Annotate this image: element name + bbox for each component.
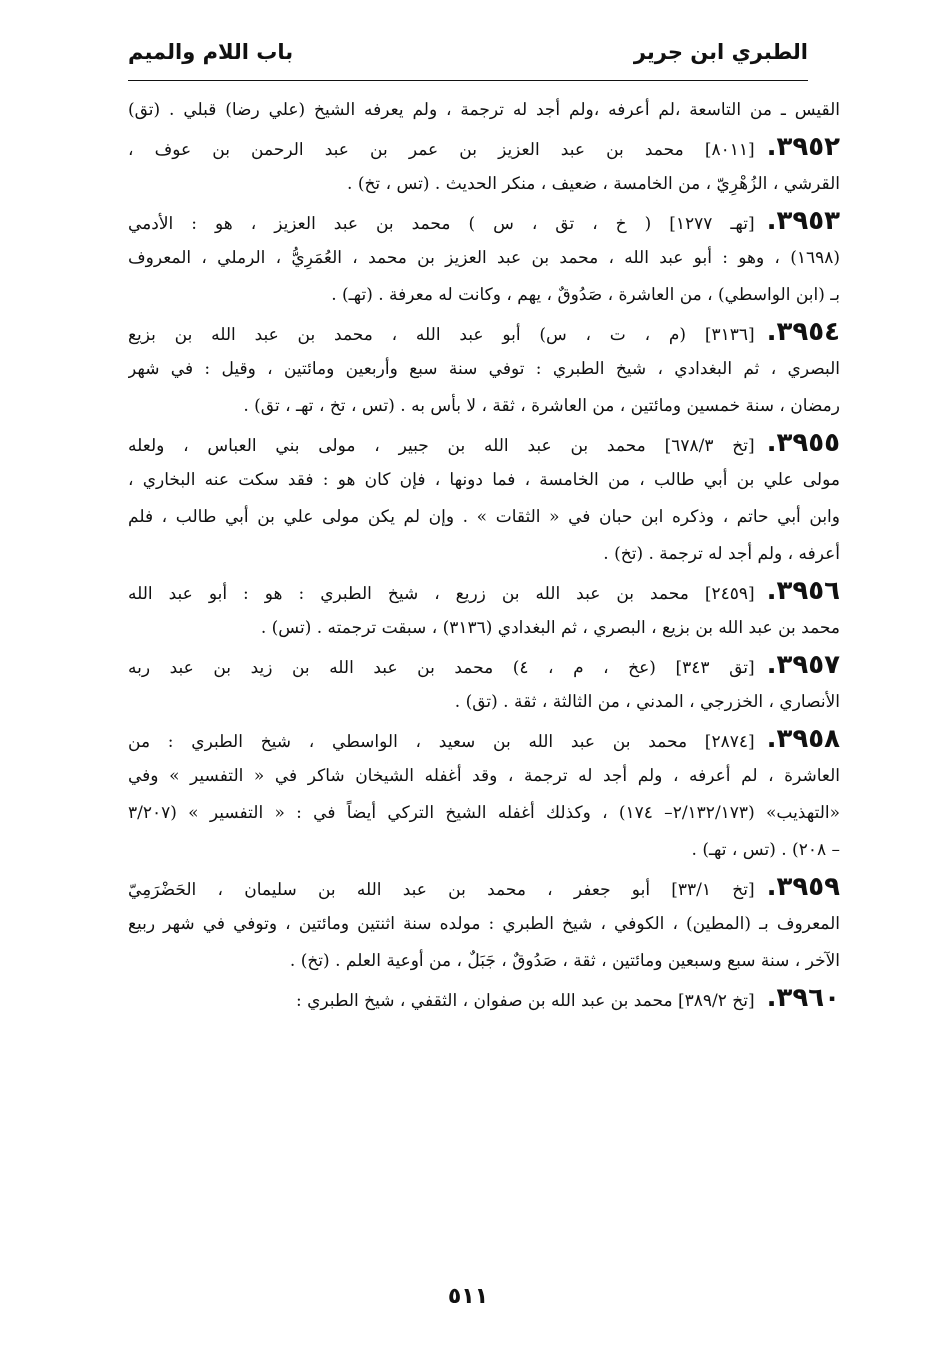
entry-number: ٣٩٥٨.	[766, 724, 840, 754]
header-divider	[128, 80, 808, 81]
entry-text: مولى علي بن أبي طالب ، من الخامسة ، فما دونها ، فإن كان هو : فقد سكت عنه البخاري ،	[128, 470, 840, 490]
entry-line	[128, 943, 840, 980]
entry-text: (١٦٩٨) ، وهو : أبو عبد الله ، محمد بن عبد العزيز بن محمد ، العُمَرِيُّ ، الرملي ، المعروف	[128, 248, 840, 268]
entry	[128, 314, 840, 425]
entry-text: – ٢٠٨) . (تس ، تهـ) .	[691, 840, 840, 860]
entry-text: رمضان ، سنة خمسين ومائتين ، من العاشرة ، ثقة ، لا بأس به . (تس ، تخ ، تهـ ، تق) .	[243, 396, 840, 416]
entry-text: [٢٤٥٩] محمد بن عبد الله بن زريع ، شيخ الطبري : هو : أبو عبد الله	[128, 584, 755, 604]
entry	[128, 721, 840, 869]
entry-number: ٣٩٥٢.	[766, 132, 840, 162]
entry	[128, 203, 840, 314]
running-header	[128, 30, 808, 74]
entry-number: ٣٩٦٠.	[766, 983, 840, 1013]
entry	[128, 980, 840, 1017]
entry-text: أعرفه ، ولم أجد له ترجمة . (تخ) .	[603, 544, 840, 564]
entry-text: [تق ٣٤٣] (عخ ، م ، ٤) محمد بن عبد الله بن زيد بن عبد ربه	[128, 658, 755, 678]
entry	[128, 129, 840, 203]
page-body	[128, 92, 840, 1017]
entry-line	[128, 425, 840, 462]
entry-text: [تخ ٣٨٩/٢] محمد بن عبد الله بن صفوان ، الثقفي ، شيخ الطبري :	[295, 991, 755, 1011]
entry-text: محمد بن عبد الله بن بزيع ، البصري ، ثم البغدادي (٣١٣٦) ، سبقت ترجمته . (تس) .	[260, 618, 840, 638]
entry	[128, 869, 840, 980]
header-left-chapter: باب اللام والميم	[128, 40, 294, 64]
entry-text: بـ (ابن الواسطي) ، من العاشرة ، صَدُوقٌ ، يهم ، وكانت له معرفة . (تهـ) .	[331, 285, 840, 305]
entry-text: الأنصاري ، الخزرجي ، المدني ، من الثالثة ، ثقة . (تق) .	[454, 692, 840, 712]
entry-text: وابن أبي حاتم ، وذكره ابن حبان في « الثقات » . وإن لم يكن مولى علي بن أبي طالب ، فلم	[128, 507, 840, 527]
entry-line	[128, 166, 840, 203]
entry-text: [٣١٣٦] (م ، ت ، س) أبو عبد الله ، محمد بن عبد الله بن بزيع	[128, 325, 755, 345]
intro-line: القيس ـ من التاسعة ،لم أعرفه ،ولم أجد له ترجمة ، ولم يعرفه الشيخ (علي رضا) قبلي . (تق)	[128, 100, 840, 120]
entry-text: العاشرة ، لم أعرفه ، ولم أجد له ترجمة ، وقد أغفله الشيخان شاكر في « التفسير » وفي	[128, 766, 840, 786]
entry-line	[128, 573, 840, 610]
entry-text: [تخ ٦٧٨/٣] محمد بن عبد الله بن جبير ، مولى بني العباس ، ولعله	[128, 436, 755, 456]
entry-number: ٣٩٥٦.	[766, 576, 840, 606]
entry-text: الآخر ، سنة سبع وسبعين ومائتين ، ثقة ، صَدُوقٌ ، جَبَلٌ ، من أوعية العلم . (تخ) .	[289, 951, 840, 971]
entry-number: ٣٩٥٤.	[766, 317, 840, 347]
entry-line	[128, 314, 840, 351]
entry	[128, 647, 840, 721]
entry-number: ٣٩٥٩.	[766, 872, 840, 902]
entry-text: القرشي ، الزُهْرِيّ ، من الخامسة ، ضعيف ، منكر الحديث . (تس ، تخ) .	[347, 174, 840, 194]
entry-line	[128, 832, 840, 869]
entry-line	[128, 684, 840, 721]
entry-line	[128, 795, 840, 832]
entry-number: ٣٩٥٣.	[766, 206, 840, 236]
entry-line	[128, 351, 840, 388]
entry-line	[128, 869, 840, 906]
entry-text: [٨٠١١] محمد بن عبد العزيز بن عمر بن عبد الرحمن بن عوف ،	[128, 140, 755, 160]
entry-list	[128, 129, 840, 1017]
entry-line	[128, 129, 840, 166]
entry-line	[128, 610, 840, 647]
entry-text: «التهذيب» (٢/١٣٢/١٧٣– ١٧٤) ، وكذلك أغفله الشيخ التركي أيضاً في : « التفسير » (٣/٢٠٧	[128, 803, 840, 823]
entry-line	[128, 462, 840, 499]
entry-number: ٣٩٥٥.	[766, 428, 840, 458]
entry-text: المعروف بـ (المطين) ، الكوفي ، شيخ الطبري : مولده سنة اثنتين ومائتين ، وتوفي في شهر ربيع	[128, 914, 840, 934]
entry-line	[128, 647, 840, 684]
entry-line	[128, 758, 840, 795]
entry-line	[128, 240, 840, 277]
entry-text: [٢٨٧٤] محمد بن عبد الله بن سعيد ، الواسطي ، شيخ الطبري : من	[128, 732, 755, 752]
entry-line	[128, 203, 840, 240]
entry-line	[128, 277, 840, 314]
entry	[128, 425, 840, 573]
entry-line	[128, 388, 840, 425]
entry-line	[128, 536, 840, 573]
entry-text: البصري ، ثم البغدادي ، شيخ الطبري : توفي سنة سبع وأربعين ومائتين ، وقيل : في شهر	[128, 359, 840, 379]
entry-line	[128, 721, 840, 758]
entry-text: [تخ ٣٣/١] أبو جعفر ، محمد بن عبد الله بن سليمان ، الحَضْرَمِيّ	[128, 880, 755, 900]
entry-line	[128, 980, 840, 1017]
page-number: ٥١١	[447, 1284, 489, 1309]
entry-text: [تهـ ١٢٧٧] ( خ ، تق ، س ) محمد بن عبد العزيز ، هو : الأدمي	[128, 214, 755, 234]
entry-line	[128, 906, 840, 943]
header-right-title: الطبري ابن جرير	[633, 40, 808, 64]
entry-number: ٣٩٥٧.	[766, 650, 840, 680]
entry-line	[128, 499, 840, 536]
entry	[128, 573, 840, 647]
